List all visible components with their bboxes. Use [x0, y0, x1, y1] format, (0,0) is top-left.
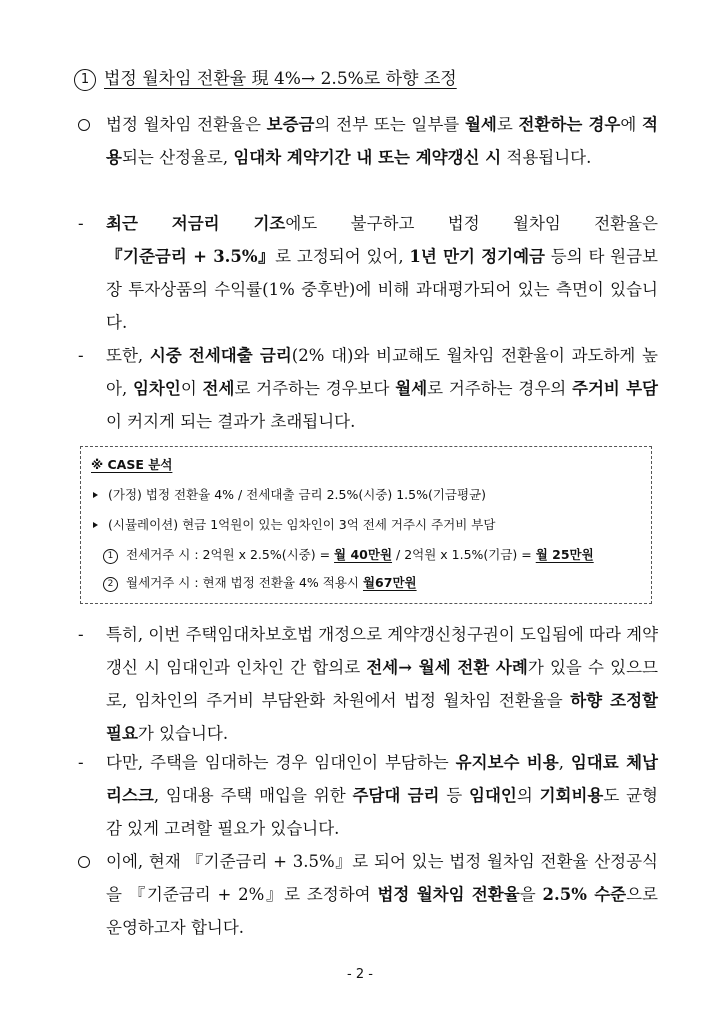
paragraph-body: [106, 845, 658, 944]
bold-text: 『기준금리 + 3.5%』: [106, 247, 276, 266]
text: 등: [439, 786, 470, 805]
text: 이 커지게 되는 결과가 초래됩니다.: [106, 412, 356, 431]
section-title: 법정 월차임 전환율 現 4%→ 2.5%로 하향 조정: [104, 69, 457, 89]
text: 에: [620, 115, 643, 134]
bold-text: 유지보수 비용: [455, 753, 559, 772]
dash-bullet: -: [78, 625, 84, 644]
text: 로 고정되어 있어,: [275, 247, 410, 266]
text: ,: [558, 753, 571, 772]
triangle-bullet-icon: [93, 492, 98, 498]
paragraph-1: [74, 108, 658, 174]
text: (2% 대)와 비교해도 월차임 전환율이 과도하게 높아,: [106, 346, 658, 398]
circle-bullet: [74, 108, 100, 142]
text: 의: [516, 786, 540, 805]
text: 이에, 현재 『기준금리 + 3.5%』로 되어 있는 법정 월차임 전환율 산정공식을 『기준금리 + 2%』로 조정하여: [106, 852, 658, 904]
highlight-value: 월 25만원: [535, 547, 594, 562]
bold-text: 임대차 계약기간 내 또는 계약갱신 시: [233, 148, 502, 167]
text: 로: [496, 115, 519, 134]
section-number: 1: [74, 69, 96, 91]
bold-text: 기회비용: [539, 786, 604, 805]
bold-text: 적용: [106, 115, 658, 167]
bold-text: 임대료 체납리스크: [106, 753, 658, 805]
bold-text: 주거비 부담: [572, 379, 658, 398]
text: 의 전부 또는 일부를: [314, 115, 465, 134]
bold-text: 법정 월차임 전환율: [377, 885, 520, 904]
dash-bullet: -: [78, 346, 84, 365]
text: 가 있을 수 있으므로, 임차인의 주거비 부담완화 차원에서 법정 월차임 전환율을: [106, 658, 658, 710]
text: 이: [180, 379, 203, 398]
text: 되는 산정율로,: [121, 148, 234, 167]
case-title: ※ CASE 분석: [91, 457, 173, 472]
text: 으로 운영하고자 합니다.: [106, 885, 658, 937]
bold-text: 하향 조정할 필요: [106, 691, 658, 743]
bold-text: 월세: [395, 379, 428, 398]
paragraph-3: [74, 339, 658, 438]
text: 도 균형감 있게 고려할 필요가 있습니다.: [106, 786, 658, 838]
dash-bullet: -: [78, 753, 84, 772]
section-heading: [74, 66, 457, 92]
paragraph-body: [106, 108, 658, 174]
bold-text: 보증금: [266, 115, 315, 134]
bold-text: 1년 만기 정기예금: [409, 247, 545, 266]
text: 월세거주 시 : 현재 법정 전환율 4% 적용시: [126, 575, 363, 590]
text: , 임대용 주택 매입을 위한: [153, 786, 353, 805]
highlight-value: 월67만원: [362, 575, 417, 590]
paragraph-5: [74, 746, 658, 845]
case-assumption: [93, 485, 486, 503]
bold-text: 최근 저금리 기조: [106, 214, 286, 233]
paragraph-body: [106, 339, 658, 438]
paragraph-body: [106, 618, 658, 750]
bold-text: 주담대 금리: [352, 786, 440, 805]
text: 전세거주 시 : 2억원 x 2.5%(시중) =: [126, 547, 335, 562]
text: 법정 월차임 전환율은: [106, 115, 267, 134]
item-number: 1: [103, 549, 118, 564]
bold-text: 전세: [202, 379, 235, 398]
bold-text: 2.5% 수준: [542, 885, 627, 904]
case-simulation: [93, 515, 495, 533]
text: 적용됩니다.: [501, 148, 592, 167]
text: 특히, 이번 주택임대차보호법 개정으로 계약갱신청구권이 도입됨에 따라 계약갱신 시 임대인과 인차인 간 합의로: [106, 625, 659, 677]
bold-text: 시중 전세대출 금리: [149, 346, 292, 365]
page-number: - 2 -: [347, 967, 373, 982]
text: 등의 타 원금보장 투자상품의 수익률(1% 중후반)에 비해 과대평가되어 있는 측면이 있습니다.: [106, 247, 658, 332]
text: (가정) 법정 전환율 4% / 전세대출 금리 2.5%(시중) 1.5%(기금평균): [108, 487, 487, 502]
text: (시뮬레이션) 현금 1억원이 있는 임차인이 3억 전세 거주시 주거비 부담: [108, 517, 496, 532]
paragraph-body: [106, 207, 658, 339]
text: 로 거주하는 경우보다: [234, 379, 396, 398]
case-item-2: [103, 573, 417, 592]
bold-text: 임대인: [469, 786, 517, 805]
paragraph-4: [74, 618, 658, 750]
circle-bullet: [74, 845, 100, 879]
case-item-1: [103, 545, 594, 564]
text: 에도 불구하고 법정 월차임 전환율은: [285, 214, 658, 233]
text: 다만, 주택을 임대하는 경우 임대인이 부담하는: [106, 753, 456, 772]
text: 을: [519, 885, 543, 904]
text: / 2억원 x 1.5%(기금) =: [392, 547, 536, 562]
bold-text: 임차인: [132, 379, 181, 398]
triangle-bullet-icon: [93, 522, 98, 528]
bold-text: 전환하는 경우: [518, 115, 621, 134]
bold-text: 전세→ 월세 전환 사례: [366, 658, 528, 677]
text: 로 거주하는 경우의: [427, 379, 573, 398]
highlight-value: 월 40만원: [334, 547, 393, 562]
paragraph-6: [74, 845, 658, 944]
dash-bullet: -: [78, 214, 84, 233]
bold-text: 월세: [464, 115, 497, 134]
text: 가 있습니다.: [137, 724, 229, 743]
case-analysis-box: [80, 446, 652, 604]
item-number: 2: [103, 577, 118, 592]
paragraph-2: [74, 207, 658, 339]
paragraph-body: [106, 746, 658, 845]
text: 또한,: [106, 346, 150, 365]
